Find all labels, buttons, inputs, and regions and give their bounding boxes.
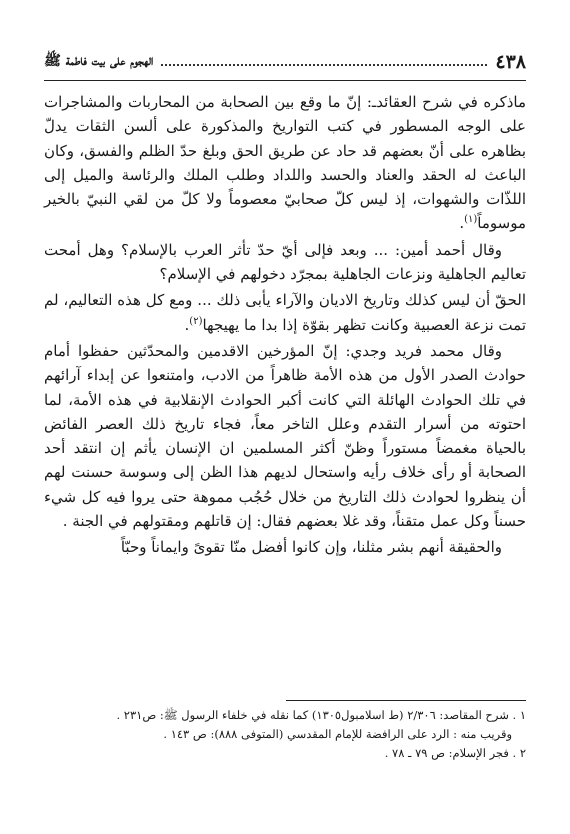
book-page [44,0,526,834]
footnotes [44,706,526,763]
main-text [44,90,526,560]
header-dotted-leader [161,64,487,66]
header-rule [44,80,526,81]
running-title: الهجوم على بيت فاطمة ﷺ [44,53,154,69]
paragraph: والحقيقة أنهم بشر مثلنا، وإن كانوا أفضل منّا تقوىً وايماناً وحبّاً [120,538,502,557]
footnote-rule [286,700,526,701]
page-number: ٤٣٨ [495,51,526,73]
footnote: وقريب منه : الرد على الرافضة للإمام المقدسي (المتوفى ٨٨٨): ص ١٤٣ . [163,727,512,741]
paragraph: وقال محمد فريد وجدي: إنّ المؤرخين الاقدمين والمحدّثين حفظوا أمام حوادث الصدر الأول من هذه الأمة ظاهراً من الادب، وامتنعوا عن إبداء آرائهم في تلك الحوادث الهائلة التي كانت أكبر الحوادث الإنقلابية في هذه الأمة، لما احتوته من أسرار التقدم وعلل التاخر معاً، فجاء تاريخ ذلك العصر الفائض بالحياة مغمضاً مستوراً وظنّ أكثر المسلمين ان الإنسان يأثم إن انتقد أحد الصحابة أو رأى خلاف رأيه واستحال لديهم هذا الظن إلى وسوسة حسنت لهم أن ينظروا لحوادث ذلك التاريخ من خلال حُجُب مموهة حتى يروا فيه كل شيء حسناً وكل عمل متقناً، وقد غلا بعضهم فقال: إن قاتلهم ومقتولهم في الجنة . [44,341,526,531]
paragraph: الحقّ أن ليس كذلك وتاريخ الاديان والآراء يأبى ذلك ... ومع كل هذه التعاليم، لم تمت نزعة العصبية وكانت تظهر بقوّة إذا بدا ما يهيجها$^{(٢)}$. [44,291,526,334]
paragraph: ماذكره في شرح العقائدـ: إنّ ما وقع بين الصحابة من المحاربات والمشاجرات على الوجه المسطور في كتب التواريخ والمذكورة على ألسن الثقات يدلّ بظاهره على أنّ بعضهم قد حاد عن طريق الحق وبلغ حدّ الظلم والفسق، وكان الباعث له الحقد والعناد والحسد واللداد وطلب الملك والرئاسة والميل إلى اللذّات والشهوات، إذ ليس كلّ صحابيّ معصوماً ولا كلّ من لقي النبيّ بالخير موسوماً$^{(١)}$. [44,93,526,233]
running-header [44,48,526,76]
footnote-ref: (٢) [189,315,203,327]
paragraph: وقال أحمد أمين: ... وبعد فإلى أيّ حدّ تأثر العرب بالإسلام؟ وهل أمحت تعاليم الجاهلية ونزعات الجاهلية بمجرّد دخولهم في الإسلام؟ [44,240,526,284]
footnote: ١ . شرح المقاصد: ٢/٣٠٦ (ط اسلامبول١٣٠٥) كما نقله في خلفاء الرسول ﷺ: ص٢٣١ . [116,708,526,722]
footnote-ref: (١) [464,214,478,226]
footnote: ٢ . فجر الإسلام: ص ٧٩ ـ ٧٨ . [384,746,526,760]
